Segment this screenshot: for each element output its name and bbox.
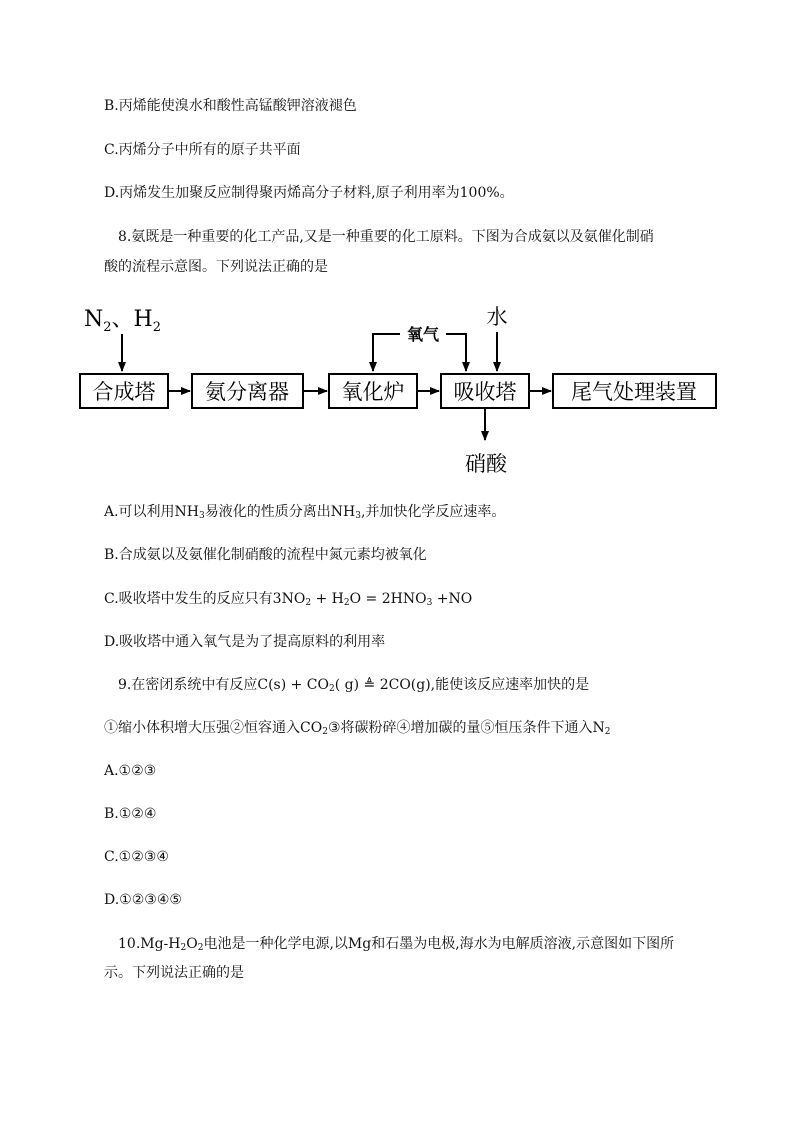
svg-text:氧化炉: 氧化炉 — [341, 380, 405, 404]
water-label: 水 — [486, 305, 508, 329]
q7-option-c: C.丙烯分子中所有的原子共平面 — [104, 142, 301, 158]
svg-text:吸收塔: 吸收塔 — [453, 380, 517, 404]
svg-text:N2、H2: $N_2$、$H_2$ — [84, 307, 162, 335]
q10-stem-line2: 示。下列说法正确的是 — [104, 965, 244, 981]
ammonia-separator-box — [192, 374, 303, 408]
nitric-acid-label: 硝酸 — [465, 452, 507, 476]
q8-stem-line1: 8.氨既是一种重要的化工产品,又是一种重要的化工原料。下图为合成氨以及氨催化制硝 — [118, 229, 654, 245]
q10-stem-line1: $10.Mg-H_2O_2$电池是一种化学电源,以Mg和石墨为电极,海水为电解质溶液,示意图如下图所 — [118, 936, 675, 953]
tail-gas-treatment-box — [553, 374, 716, 408]
svg-text:氨分离器: 氨分离器 — [205, 380, 289, 404]
nitric-acid-output — [465, 408, 508, 476]
q8-stem-line2: 酸的流程示意图。下列说法正确的是 — [104, 259, 328, 275]
water-feed — [487, 305, 508, 371]
q9-stem: 9.在密闭系统中有反应$C(s) + CO_2$( g) ≜ 2CO(g),能使该反应速率加快的是 — [118, 677, 590, 694]
q9-conditions: ①缩小体积增大压强②恒容通入$CO_2③$将碳粉碎④增加碳的量⑤恒压条件下通入$N_2$ — [104, 720, 611, 737]
oxygen-label: 氧气 — [406, 325, 440, 344]
q7-option-b: B.丙烯能使溴水和酸性高锰酸钾溶液褪色 — [104, 98, 357, 114]
svg-text:合成塔: 合成塔 — [92, 380, 156, 404]
q8-option-c: C.吸收塔中发生的反应只有$3NO_2 + H_2O = 2HNO_3 +NO$ — [104, 591, 473, 608]
oxygen-feed — [373, 325, 466, 371]
q9-option-d: D.①②③④⑤ — [104, 892, 182, 908]
q7-option-d: D.丙烯发生加聚反应制得聚丙烯高分子材料,原子利用率为100%。 — [104, 185, 514, 201]
q8-option-a: A.可以利用$NH_3$易液化的性质分离出$NH_3$,并加快化学反应速率。 — [104, 504, 506, 521]
oxidation-furnace-box — [329, 374, 417, 408]
q8-option-b: B.合成氨以及氨催化制硝酸的流程中氮元素均被氧化 — [104, 547, 427, 563]
q9-option-c: C.①②③④ — [104, 849, 169, 865]
svg-text:尾气处理装置: 尾气处理装置 — [571, 380, 697, 404]
synthesis-tower-box — [80, 374, 168, 408]
q8-option-d: D.吸收塔中通入氧气是为了提高原料的利用率 — [104, 634, 386, 650]
q9-option-a: A.①②③ — [104, 763, 157, 779]
absorption-tower-box — [441, 374, 529, 408]
q9-option-b: B.①②④ — [104, 806, 157, 822]
feed-gases-label — [84, 307, 161, 335]
ammonia-nitric-acid-flow-diagram — [70, 296, 730, 486]
